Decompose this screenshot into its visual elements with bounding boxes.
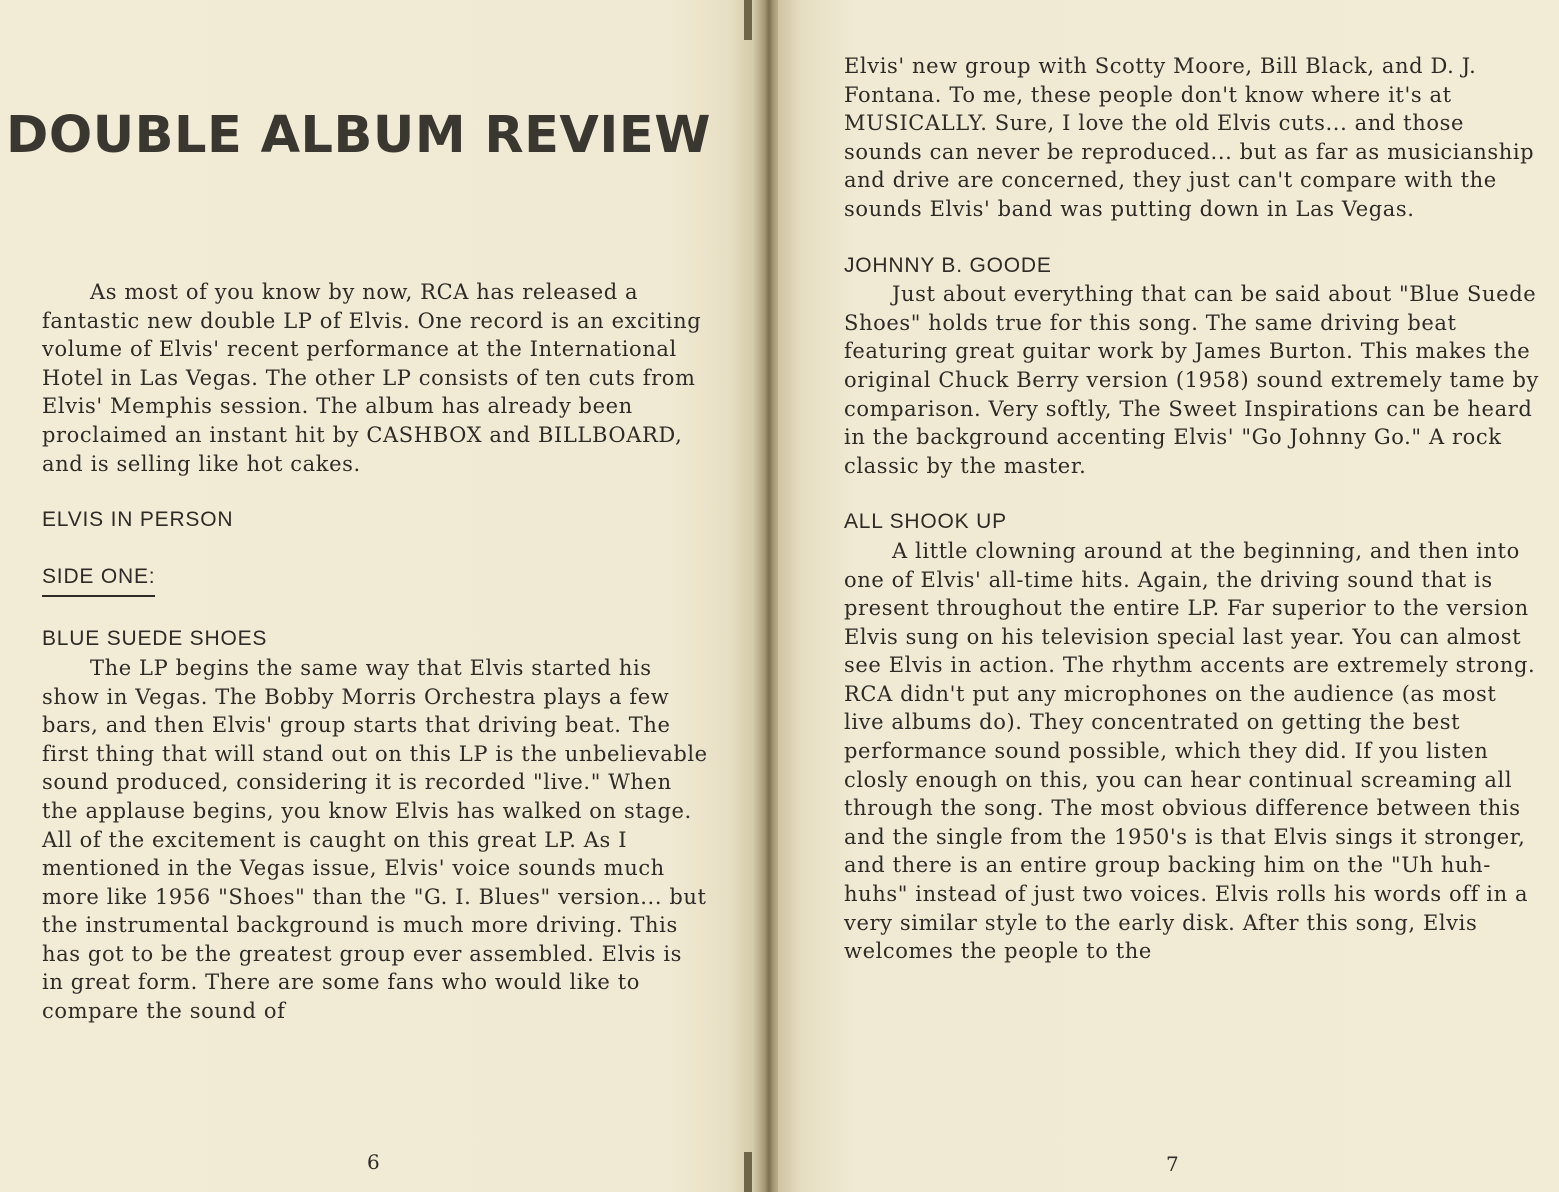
left-column — [42, 278, 710, 1026]
song-title-johnny-b-goode: JOHNNY B. GOODE — [844, 253, 1052, 277]
page-number-left: 6 — [367, 1150, 380, 1174]
continuation-paragraph: Elvis' new group with Scotty Moore, Bill Black, and D. J. Fontana. To me, these people don't know where it's at MUSICALLY. Sure, I love the old Elvis cuts... and those sounds can never be reproduced... but as far as musicianship and drive are concerned, they just can't compare with the sounds Elvis' band was putting down in Las Vegas. — [844, 54, 1535, 221]
left-page — [0, 0, 760, 1192]
gutter-shadow-top — [744, 0, 752, 40]
article-title: DOUBLE ALBUM REVIEW — [6, 106, 711, 165]
side-label — [42, 563, 710, 598]
side-label-text: SIDE ONE: — [42, 563, 155, 598]
gutter-shadow-bottom — [744, 1152, 752, 1192]
song-review-all-shook-up: A little clowning around at the beginning, and then into one of Elvis' all-time hits. Again, the driving sound that is present throughout the entire LP. Far superior to the version Elvis sung on his television special last year. You can almost see Elvis in action. The rhythm accents are extremely strong. RCA didn't put any microphones on the audience (as most live albums do). They concentrated on getting the best performance sound possible, which they did. If you listen closly enough on this, you can hear continual screaming all through the song. The most obvious difference between this and the single from the 1950's is that Elvis sings it stronger, and there is an entire group backing him on the "Uh huh-huhs" instead of just two voices. Elvis rolls his words off in a very similar style to the early disk. After this song, Elvis welcomes the people to the — [844, 538, 1536, 964]
song-review-blue-suede-shoes: The LP begins the same way that Elvis started his show in Vegas. The Bobby Morris Orchestra plays a few bars, and then Elvis' group starts that driving beat. The first thing that will stand out on this LP is the unbelievable sound produced, considering it is recorded "live." When the applause begins, you know Elvis has walked on stage. All of the excitement is caught on this great LP. As I mentioned in the Vegas issue, Elvis' voice sounds much more like 1956 "Shoes" than the "G. I. Blues" version... but the instrumental background is much more driving. This has got to be the greatest group ever assembled. Elvis is in great form. There are some fans who would like to compare the sound of — [42, 655, 708, 1024]
section-heading: ELVIS IN PERSON — [42, 508, 234, 532]
song-title-blue-suede-shoes: BLUE SUEDE SHOES — [42, 627, 268, 651]
page-number-right: 7 — [1166, 1152, 1179, 1176]
song-title-all-shook-up: ALL SHOOK UP — [844, 510, 1007, 534]
right-column — [844, 52, 1540, 966]
right-page — [778, 0, 1559, 1192]
intro-paragraph: As most of you know by now, RCA has released a fantastic new double LP of Elvis. One record is an exciting volume of Elvis' recent performance at the International Hotel in Las Vegas. The other LP consists of ten cuts from Elvis' Memphis session. The album has already been proclaimed an instant hit by CASHBOX and BILLBOARD, and is selling like hot cakes. — [42, 280, 702, 476]
song-review-johnny-b-goode: Just about everything that can be said about "Blue Suede Shoes" holds true for this song. The same driving beat featuring great guitar work by James Burton. This makes the original Chuck Berry version (1958) sound extremely tame by comparison. Very softly, The Sweet Inspirations can be heard in the background accenting Elvis' "Go Johnny Go." A rock classic by the master. — [844, 282, 1539, 478]
